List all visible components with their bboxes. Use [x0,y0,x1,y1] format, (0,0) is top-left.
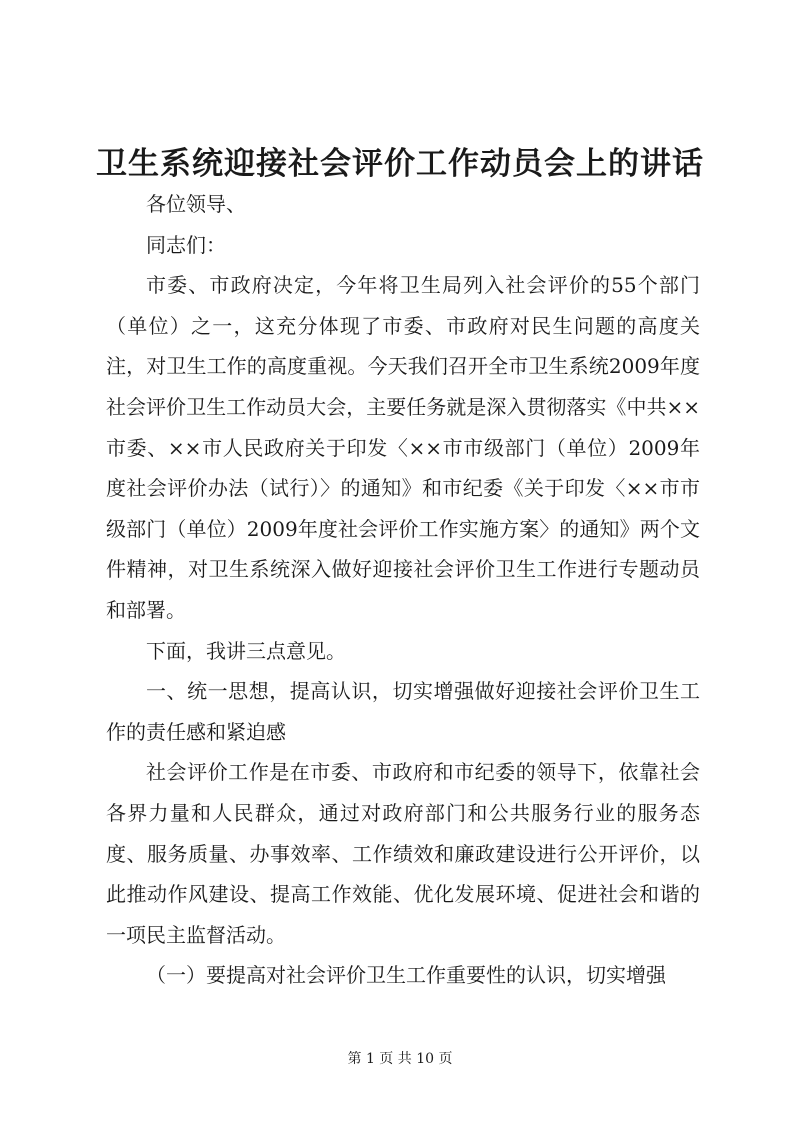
paragraph-definition: 社会评价工作是在市委、市政府和市纪委的领导下，依靠社会各界力量和人民群众，通过对政府部门和公共服务行业的服务态度、服务质量、办事效率、工作绩效和廉政建设进行公开评价，以此推动作风建设、提高工作效能、优化发展环境、促进社会和谐的一项民主监督活动。 [106,760,700,947]
section-heading-1: 一、统一思想，提高认识，切实增强做好迎接社会评价卫生工作的责任感和紧迫感 [106,679,700,744]
paragraph-intro: 市委、市政府决定，今年将卫生局列入社会评价的55个部门（单位）之一，这充分体现了市委、市政府对民生问题的高度关注，对卫生工作的高度重视。今天我们召开全市卫生系统2009年度社会评价卫生工作动员大会，主要任务就是深入贯彻落实《中共××市委、××市人民政府关于印发〈××市市级部门（单位）2009年度社会评价办法（试行）〉的通知》和市纪委《关于印发〈××市市级部门（单位）2009年度社会评价工作实施方案〉的通知》两个文件精神，对卫生系统深入做好迎接社会评价卫生工作进行专题动员和部署。 [106,273,700,622]
subsection-heading-1: （一）要提高对社会评价卫生工作重要性的认识，切实增强 [146,963,666,988]
salutation-comrades: 同志们： [146,232,226,257]
salutation-leaders: 各位领导、 [146,192,246,216]
paragraph-outline: 下面，我讲三点意见。 [146,638,346,663]
document-body [106,184,700,996]
document-title: 卫生系统迎接社会评价工作动员会上的讲话 [96,146,704,182]
page-number-footer: 第 1 页 共 10 页 [347,1051,453,1067]
